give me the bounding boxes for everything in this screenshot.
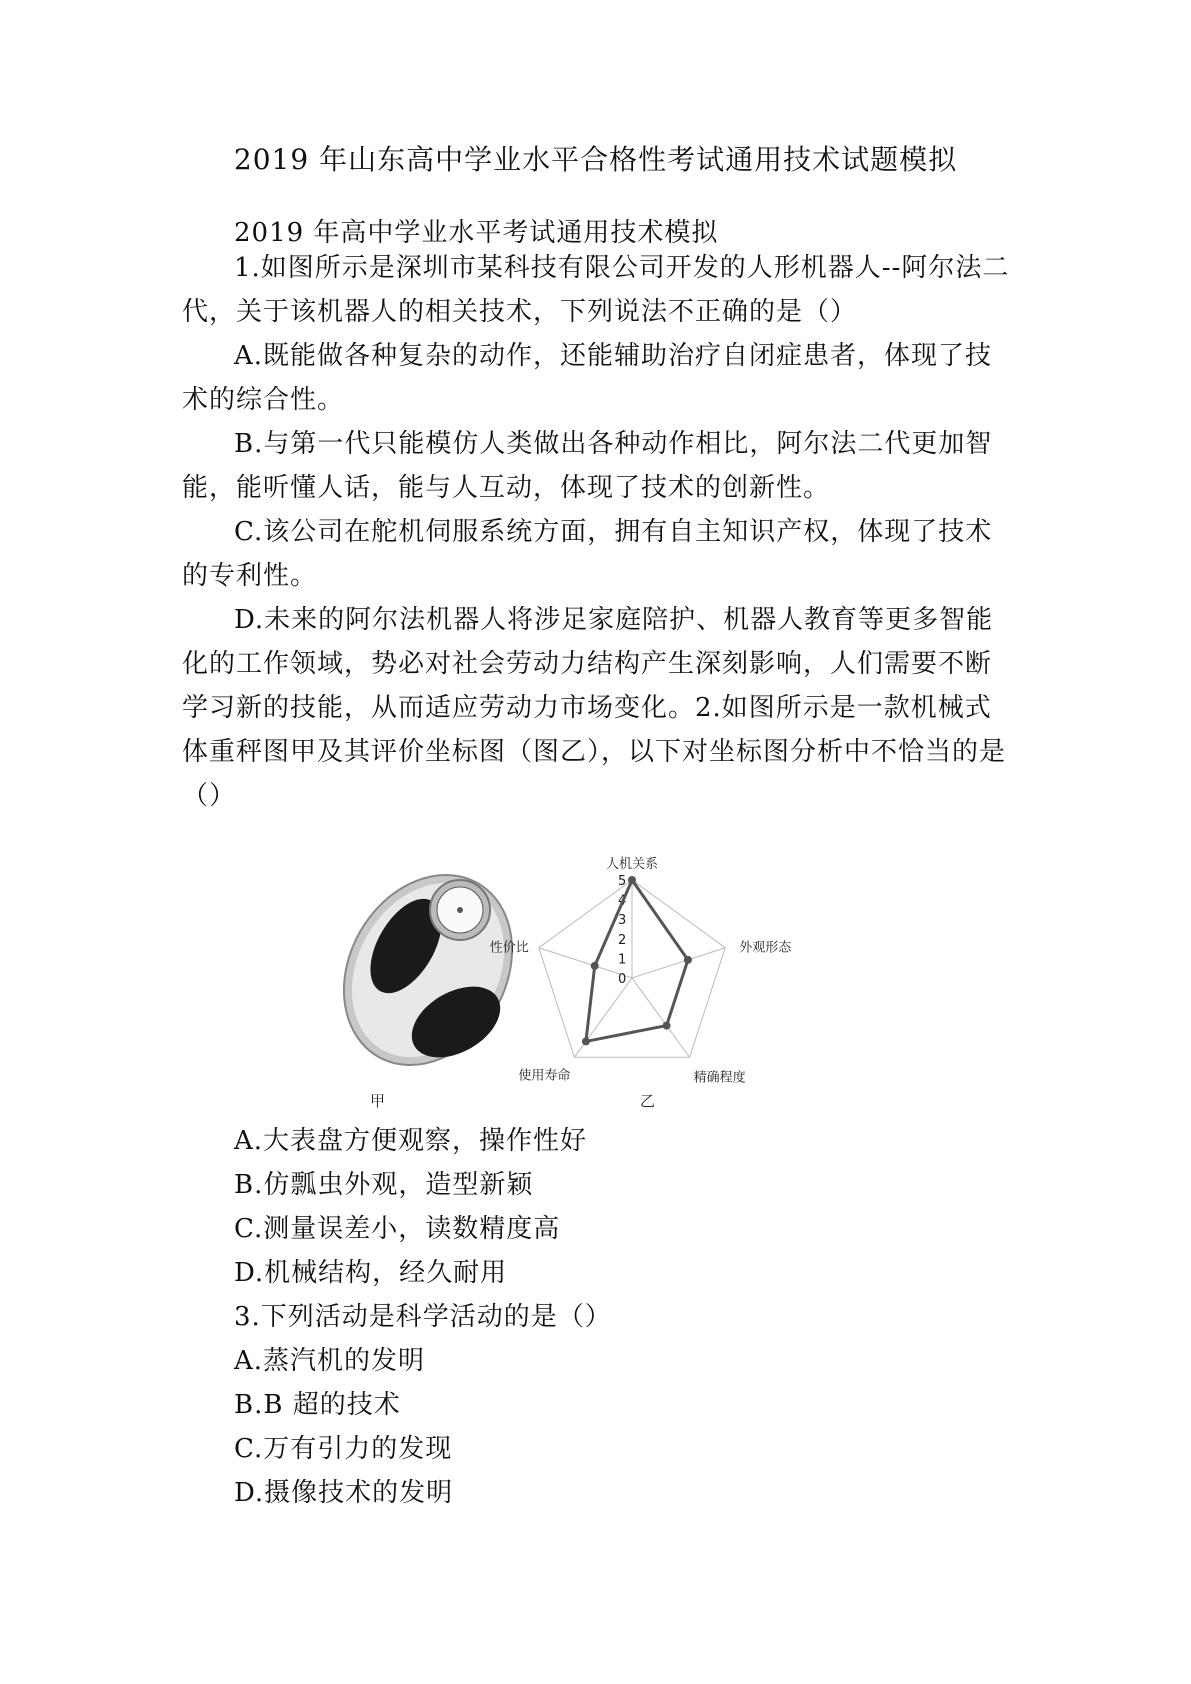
radar-tick-label: 3: [618, 913, 627, 929]
figure-label-left: 甲: [370, 1092, 386, 1110]
figure-label-right: 乙: [640, 1092, 656, 1110]
question-2-option-c: C.测量误差小，读数精度高: [234, 1214, 561, 1244]
question-1-option-a: A.既能做各种复杂的动作，还能辅助治疗自闭症患者，体现了技术的综合性。: [182, 341, 993, 415]
radar-tick-label: 1: [618, 952, 627, 968]
question-3-stem: 3.下列活动是科学活动的是（）: [234, 1302, 612, 1332]
radar-tick-label: 2: [618, 932, 627, 948]
figure: [340, 857, 860, 1110]
radar-chart: [490, 856, 792, 1085]
page-title: 2019 年山东高中学业水平合格性考试通用技术试题模拟: [233, 143, 958, 176]
scale-picture: [310, 844, 545, 1095]
radar-point: [591, 962, 599, 970]
radar-tick-label: 5: [618, 874, 627, 889]
radar-point: [684, 956, 692, 964]
radar-axis-label: 使用寿命: [518, 1068, 571, 1084]
radar-series-line: [586, 880, 688, 1041]
radar-point: [582, 1037, 590, 1045]
radar-axis-label: 外观形态: [739, 940, 792, 956]
question-3-option-c: C.万有引力的发现: [234, 1434, 453, 1464]
radar-point: [663, 1022, 671, 1030]
radar-spoke: [574, 978, 632, 1057]
question-3-option-b: B.B 超的技术: [234, 1390, 401, 1420]
question-1-stem: 1.如图所示是深圳市某科技有限公司开发的人形机器人--阿尔法二代，关于该机器人的相关技术，下列说法不正确的是（）: [182, 253, 1010, 327]
figure-svg: [340, 857, 860, 1110]
question-1-option-d: D.未来的阿尔法机器人将涉足家庭陪护、机器人教育等更多智能化的工作领域，势必对社会劳动力结构产生深刻影响，人们需要不断学习新的技能，从而适应劳动力市场变化。2.如图所示是一款机械式体重秤图甲及其评价坐标图（图乙），以下对坐标图分析中不恰当的是（）: [182, 605, 1007, 811]
radar-tick-label: 0: [618, 972, 627, 987]
question-2-option-d: D.机械结构，经久耐用: [234, 1258, 508, 1288]
radar-axis-label: 人机关系: [605, 857, 659, 872]
radar-tick-label: 4: [618, 893, 627, 909]
subtitle: 2019 年高中学业水平考试通用技术模拟: [234, 218, 719, 248]
question-2-option-a: A.大表盘方便观察，操作性好: [234, 1126, 588, 1156]
question-1-option-c: C.该公司在舵机伺服系统方面，拥有自主知识产权，体现了技术的专利性。: [182, 517, 993, 591]
radar-spoke: [632, 978, 690, 1057]
radar-point: [628, 876, 636, 884]
question-1-option-b: B.与第一代只能模仿人类做出各种动作相比，阿尔法二代更加智能，能听懂人话，能与人互动，体现了技术的创新性。: [182, 429, 993, 503]
radar-spoke: [632, 948, 725, 978]
question-3-option-a: A.蒸汽机的发明: [234, 1346, 426, 1376]
question-3-option-d: D.摄像技术的发明: [234, 1478, 454, 1508]
radar-axis-label: 精确程度: [693, 1070, 746, 1086]
question-2-option-b: B.仿瓢虫外观，造型新颖: [234, 1170, 534, 1200]
radar-axis-label: 性价比: [489, 940, 529, 956]
